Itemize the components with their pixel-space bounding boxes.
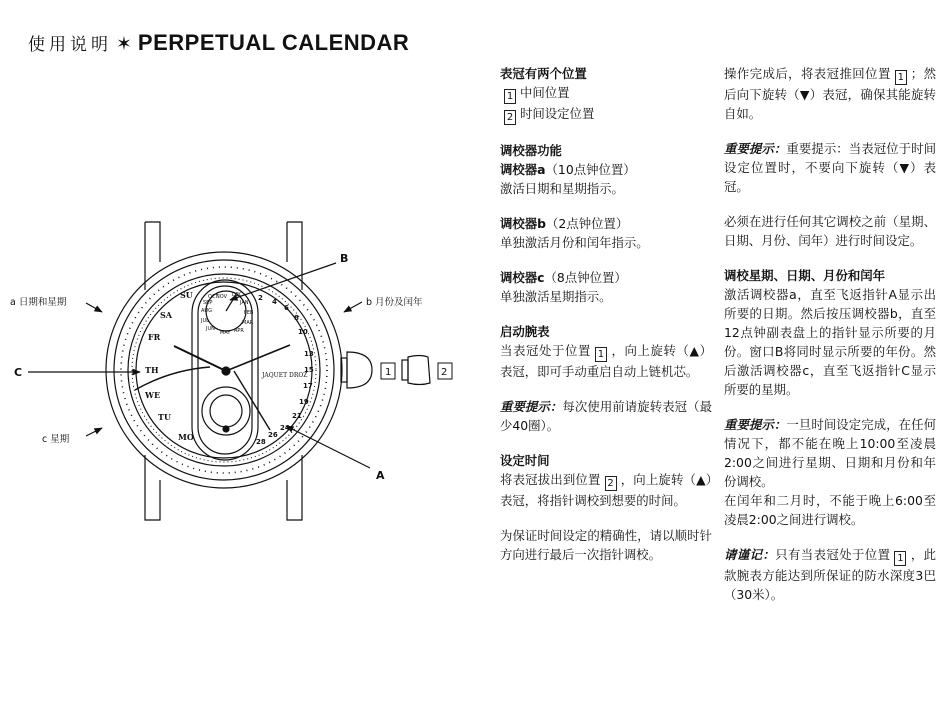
corrector-a-description: 激活日期和星期指示。 bbox=[500, 181, 624, 196]
instructions-column-2 bbox=[724, 64, 936, 620]
date-number: 4 bbox=[272, 298, 277, 306]
day-label: TH bbox=[145, 365, 159, 375]
date-number: 28 bbox=[256, 438, 266, 446]
corrector-b-section bbox=[500, 214, 712, 252]
day-label: WE bbox=[145, 390, 161, 400]
note3-label: 重要提示： bbox=[724, 417, 787, 432]
adjust-section bbox=[724, 266, 936, 399]
date-number: 6 bbox=[284, 304, 289, 312]
adjust-text: 激活调校器a，直至飞返指针A显示出所要的日期。然后按压调校器b，直至12点钟副表盘上的指针显示所要的月份。窗口B将同时显示所要的年份。然后激活调校器c，直至飞返指针C显示所要的星期。 bbox=[724, 287, 936, 397]
star-icon: ✶ bbox=[116, 33, 132, 55]
month-label: NOV bbox=[216, 294, 228, 300]
time-text-2: ，向上旋转（▲）表冠，将指针调校到想要的时间。 bbox=[500, 472, 712, 508]
day-label: FR bbox=[148, 332, 161, 342]
month-label: JUN bbox=[206, 326, 215, 332]
day-label: MO bbox=[178, 432, 194, 442]
month-label: FEB bbox=[244, 310, 254, 316]
position-box: 2 bbox=[504, 110, 516, 125]
correctors-section bbox=[500, 141, 712, 198]
time-title: 设定时间 bbox=[500, 453, 550, 468]
month-label: MAR bbox=[242, 320, 254, 326]
day-label: TU bbox=[158, 412, 171, 422]
precision-section bbox=[500, 526, 712, 564]
leap-text: 在闰年和二月时，不能于晚上6:00至凌晨2:00之间进行调校。 bbox=[724, 493, 936, 527]
date-number: 2 bbox=[258, 294, 263, 302]
corrector-c-section bbox=[500, 268, 712, 306]
note2-text: 重要提示：当表冠位于时间设定位置时，不要向下旋转（▼）表冠。 bbox=[724, 141, 937, 194]
date-number: 17 bbox=[303, 382, 313, 390]
time-section bbox=[500, 451, 712, 510]
position-box: 1 bbox=[595, 347, 607, 362]
remember-label: 请谨记： bbox=[724, 547, 776, 562]
remember-section bbox=[724, 545, 936, 604]
remember-text-2: ，此款腕表方能达到所保证的防水深度3巴（30米）。 bbox=[724, 547, 937, 602]
crown-position-2: 2 bbox=[441, 367, 448, 378]
date-number: 13 bbox=[304, 350, 314, 358]
note1-text: 每次使用前请旋转表冠（最少40圈）。 bbox=[500, 399, 713, 433]
date-number: 10 bbox=[298, 328, 308, 336]
after-section bbox=[724, 64, 936, 123]
month-label: MAY bbox=[220, 330, 231, 336]
correctors-title: 调校器功能 bbox=[500, 143, 562, 158]
callout-C: C bbox=[14, 366, 23, 379]
note3-text: 一旦时间设定完成，在任何情况下，都不能在晚上10:00至凌晨2:00之间进行星期、日期和月份和年份调校。 bbox=[724, 417, 937, 489]
date-number: 8 bbox=[294, 314, 299, 322]
date-number: 26 bbox=[268, 431, 278, 439]
page-header bbox=[28, 30, 409, 60]
day-label: SU bbox=[180, 290, 193, 300]
label-b: b 月份及闰年 bbox=[366, 297, 423, 308]
label-a: a 日期和星期 bbox=[10, 297, 67, 308]
after-text-2: ；然后向下旋转（▼）表冠，确保其能旋转自如。 bbox=[724, 66, 937, 121]
note2-section bbox=[724, 139, 936, 196]
watch-diagram bbox=[0, 200, 480, 700]
position-box: 1 bbox=[895, 70, 907, 85]
corrector-c-name: 调校器c bbox=[500, 270, 545, 285]
note3-section bbox=[724, 415, 936, 529]
date-number: 15 bbox=[304, 366, 314, 374]
crown-position-2-text: 时间设定位置 bbox=[520, 106, 595, 121]
start-section bbox=[500, 322, 712, 381]
corrector-c-description: 单独激活星期指示。 bbox=[500, 289, 612, 304]
after-text-1: 操作完成后，将表冠推回位置 bbox=[724, 66, 891, 81]
label-c: c 星期 bbox=[42, 434, 70, 445]
before-text: 必须在进行任何其它调校之前（星期、日期、月份、闰年）进行时间设定。 bbox=[724, 214, 936, 248]
corrector-b-description: 单独激活月份和闰年指示。 bbox=[500, 235, 649, 250]
callout-B: B bbox=[340, 252, 349, 265]
month-label: AUG bbox=[201, 308, 212, 314]
corrector-a-position: （10点钟位置） bbox=[545, 162, 636, 177]
crown-section bbox=[500, 64, 712, 125]
time-text-1: 将表冠拔出到位置 bbox=[500, 472, 601, 487]
month-label: JAN bbox=[240, 300, 249, 306]
date-number: 21 bbox=[292, 412, 302, 420]
corrector-a-name: 调校器a bbox=[500, 162, 546, 177]
crown-title: 表冠有两个位置 bbox=[500, 66, 587, 81]
start-text-2: ，向上旋转（▲）表冠，即可手动重启自动上链机芯。 bbox=[500, 343, 713, 379]
note1-label: 重要提示： bbox=[500, 399, 563, 414]
remember-text-1: 只有当表冠处于位置 bbox=[775, 547, 891, 562]
precision-text: 为保证时间设定的精确性，请以顺时针方向进行最后一次指针调校。 bbox=[500, 528, 712, 562]
month-label: DEC bbox=[232, 292, 243, 298]
note1-section bbox=[500, 397, 712, 435]
position-box: 2 bbox=[605, 476, 617, 491]
callout-A: A bbox=[376, 469, 385, 482]
month-label: OCT bbox=[208, 294, 219, 300]
date-number: 19 bbox=[299, 398, 309, 406]
start-title: 启动腕表 bbox=[500, 324, 550, 339]
note2-label: 重要提示： bbox=[724, 141, 787, 156]
position-box: 1 bbox=[504, 89, 516, 104]
header-zh-title: 使用说明 bbox=[28, 35, 112, 55]
date-number: 24 bbox=[280, 424, 290, 432]
corrector-b-name: 调校器b bbox=[500, 216, 547, 231]
adjust-title: 调校星期、日期、月份和闰年 bbox=[724, 268, 886, 283]
instructions-column-1 bbox=[500, 64, 712, 580]
month-label: JUL bbox=[201, 318, 209, 324]
position-box: 1 bbox=[894, 551, 906, 566]
start-text-1: 当表冠处于位置 bbox=[500, 343, 591, 358]
month-label: SEP bbox=[203, 300, 213, 306]
day-label: SA bbox=[160, 310, 172, 320]
corrector-c-position: （8点钟位置） bbox=[544, 270, 627, 285]
before-section bbox=[724, 212, 936, 250]
crown-position-1: 1 bbox=[385, 367, 392, 378]
month-label: APR bbox=[234, 328, 244, 334]
corrector-b-position: （2点钟位置） bbox=[546, 216, 629, 231]
crown-position-1-text: 中间位置 bbox=[520, 85, 570, 100]
header-en-title: PERPETUAL CALENDAR bbox=[137, 30, 410, 55]
brand-logo-text: JAQUET DROZ bbox=[262, 372, 308, 379]
